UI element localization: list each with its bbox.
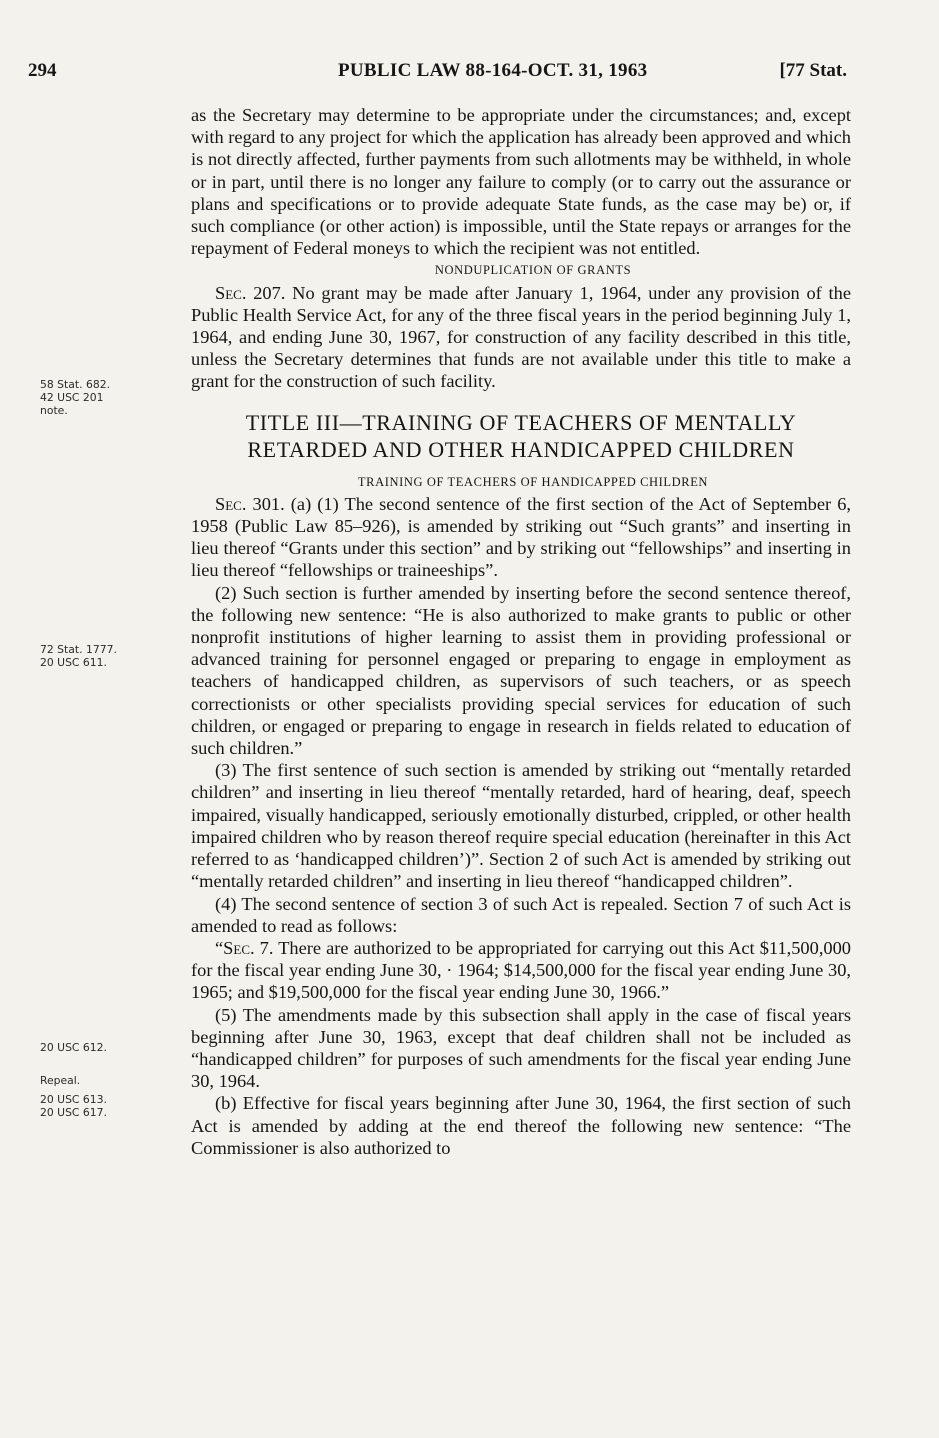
margin-note-line: 20 USC 611. xyxy=(40,656,107,669)
title-line: RETARDED AND OTHER HANDICAPPED CHILDREN xyxy=(247,436,795,462)
paragraph-b: (b) Effective for fiscal years beginning after June 30, 1964, the first section of such Act is amended by adding at the end thereof the following new sentence: “The Commissioner is also authorized to xyxy=(191,1093,851,1158)
section-heading-nonduplication: NONDUPLICATION OF GRANTS xyxy=(434,263,632,278)
running-title: PUBLIC LAW 88-164-OCT. 31, 1963 xyxy=(338,60,648,81)
paragraph-sec-301 xyxy=(191,493,851,582)
section-label: Sec. 301. xyxy=(215,493,285,514)
page-number: 294 xyxy=(28,60,57,81)
statute-reference: [77 Stat. xyxy=(779,60,847,81)
margin-note-repeal xyxy=(40,1074,180,1119)
paragraph-a2: (2) Such section is further amended by inserting before the second sentence thereof, the following new sentence: “He is also authorized to make grants to public or other nonprofit institutions of higher learning to assist them in providing professional or advanced training for personnel engaged or preparing to engage in employment as teachers of handicapped children, as supervisors of such teachers, or as speech correctionists or other specialists providing special services for education of such children, or engaged or preparing to engage in research in fields related to education of such children.” xyxy=(191,582,851,759)
page-header xyxy=(28,60,847,84)
margin-note-58-stat xyxy=(40,378,180,417)
margin-note-line: 72 Stat. 1777. xyxy=(40,643,117,656)
paragraph-a3: (3) The first sentence of such section is amended by striking out “mentally retarded children” and inserting in lieu thereof “mentally retarded, hard of hearing, deaf, speech impaired, visually handicapped, seriously emotionally disturbed, crippled, or other health impaired children who by reason thereof require special education (hereinafter in this Act referred to as ‘handicapped children’)”. Section 2 of such Act is amended by striking out “mentally retarded children” and inserting in lieu thereof “handicapped children”. xyxy=(191,760,851,892)
section-text: No grant may be made after January 1, 1964, under any provision of the Public Health Service Act, for any of the three fiscal years in the period beginning July 1, 1964, and ending June 30, 1967, for construction of any facility described in this title, unless the Secretary determines that funds are not available under this title to make a grant for the construction of such facility. xyxy=(191,282,851,392)
paragraph-sec-7 xyxy=(191,937,851,1004)
margin-note-line: note. xyxy=(40,404,68,417)
section-label: “Sec. 7. xyxy=(215,937,274,958)
section-text: There are authorized to be appropriated for carrying out this Act $11,500,000 for the fiscal year ending June 30, · 1964; $14,500,000 for the fiscal year ending June 30, 1965; and $19,500,000 for the fiscal year ending June 30, 1966.” xyxy=(191,937,852,1003)
paragraph-sec-207 xyxy=(191,282,851,393)
margin-note-line: 20 USC 617. xyxy=(40,1106,107,1119)
margin-note-line: 20 USC 612. xyxy=(40,1041,107,1054)
paragraph-a4: (4) The second sentence of section 3 of such Act is repealed. Section 7 of such Act is amended to read as follows: xyxy=(191,893,851,936)
section-heading-training: TRAINING OF TEACHERS OF HANDICAPPED CHILDREN xyxy=(357,474,709,489)
margin-note-line: Repeal. xyxy=(40,1074,81,1087)
section-label: Sec. 207. xyxy=(215,282,286,303)
title-heading xyxy=(191,409,851,463)
margin-note-72-stat xyxy=(40,643,180,669)
paragraph-a5: (5) The amendments made by this subsection shall apply in the case of fiscal years beginning after June 30, 1963, except that deaf children shall not be included as “handicapped children” for purposes of such amendments for the fiscal year ending June 30, 1964. xyxy=(191,1004,851,1092)
title-line: TITLE III—TRAINING OF TEACHERS OF MENTALLY xyxy=(245,409,797,435)
margin-note-20-usc-612 xyxy=(40,1041,180,1054)
margin-note-line: 58 Stat. 682. xyxy=(40,378,111,391)
document-body xyxy=(191,104,851,1159)
margin-note-line: 42 USC 201 xyxy=(40,391,104,404)
section-text: (a) (1) The second sentence of the first section of the Act of September 6, 1958 (Public Law 85–926), is amended by striking out “Such grants” and inserting in lieu thereof “Grants under this section” and by striking out “fellowships” and inserting in lieu thereof “fellowships or traineeships”. xyxy=(191,493,851,581)
margin-note-line: 20 USC 613. xyxy=(40,1093,107,1106)
paragraph-continuation: as the Secretary may determine to be appropriate under the circumstances; and, except with regard to any project for which the application has already been approved and which is not directly affected, further payments from such allotments may be withheld, in whole or in part, until there is no longer any failure to comply (or to carry out the assurance or plans and specifications or to provide adequate State funds, as the case may be) or, if such compliance (or other action) is impossible, until the State repays or arranges for the repayment of Federal moneys to which the recipient was not entitled. xyxy=(191,105,851,259)
